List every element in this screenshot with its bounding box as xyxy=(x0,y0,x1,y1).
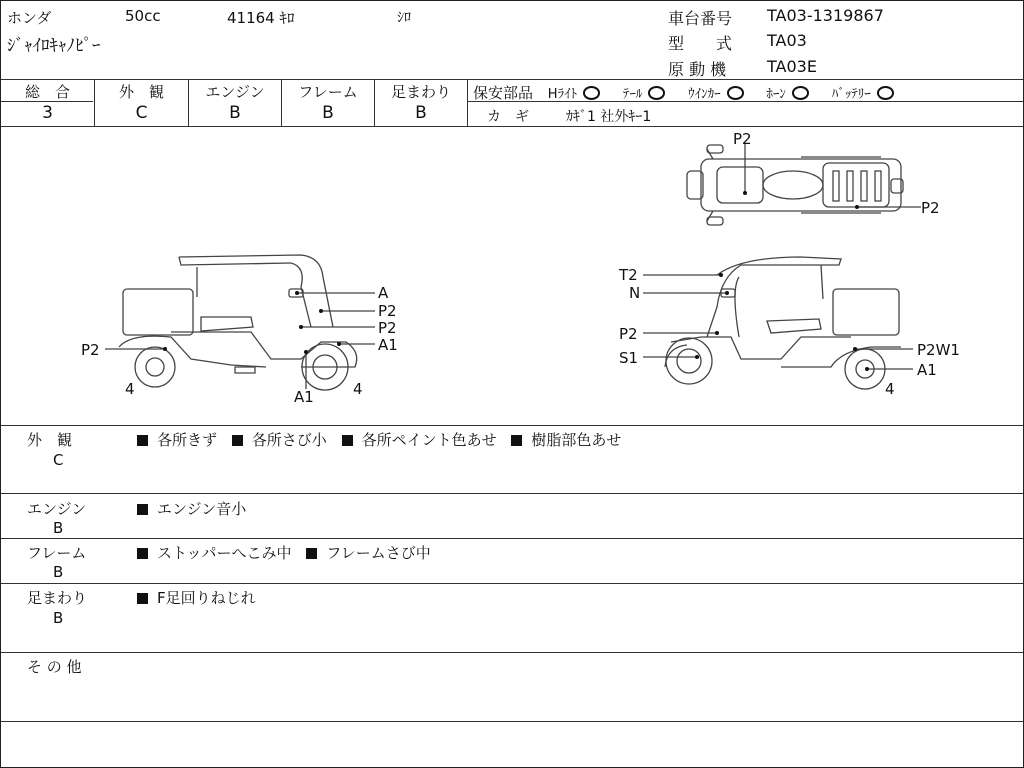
horn-label: ﾎｰﾝ xyxy=(766,87,786,102)
grade-exterior-label: 外 観 xyxy=(118,83,164,101)
right-label-p2w1: P2W1 xyxy=(917,341,960,359)
mileage: 41164 ｷﾛ xyxy=(227,9,295,27)
key-label: カ ギ xyxy=(487,109,529,125)
remark-item: 各所きず xyxy=(137,429,217,450)
divider xyxy=(1,583,1023,584)
left-label-4-rear: 4 xyxy=(125,380,135,398)
divider xyxy=(1,79,1023,80)
remark-exterior-title: 外 観 xyxy=(27,431,73,449)
safety-label: 保安部品 xyxy=(473,84,534,102)
divider xyxy=(1,493,1023,494)
divider xyxy=(1,538,1023,539)
remark-engine-items xyxy=(137,498,256,519)
type-label: 型 式 xyxy=(668,34,733,53)
divider xyxy=(1,721,1023,722)
displacement: 50cc xyxy=(125,7,161,25)
top-label-p2-right: P2 xyxy=(921,199,940,217)
remark-item: ストッパーへこみ中 xyxy=(137,542,292,563)
grade-exterior-value: C xyxy=(135,103,148,123)
remark-frame-items xyxy=(137,542,441,563)
damage-diagram xyxy=(1,127,1023,425)
taillight-label: ﾃｰﾙ xyxy=(622,87,643,102)
remark-item: エンジン音小 xyxy=(137,498,246,519)
chassis-label: 車台番号 xyxy=(668,9,733,28)
battery-label: ﾊﾞｯﾃﾘｰ xyxy=(831,87,871,102)
right-label-n: N xyxy=(629,284,641,302)
grade-suspension-value: B xyxy=(415,103,427,123)
remark-suspension-title: 足まわり xyxy=(27,589,88,607)
right-label-s1: S1 xyxy=(619,349,639,367)
headlight-ok-mark xyxy=(583,86,600,100)
grade-suspension-label: 足まわり xyxy=(390,83,451,101)
remark-engine-title: エンジン xyxy=(27,500,87,518)
remark-suspension-items xyxy=(137,587,266,608)
engine-value: TA03E xyxy=(767,57,817,76)
right-label-4: 4 xyxy=(885,380,895,398)
engine-label: 原 動 機 xyxy=(668,60,727,79)
remark-item: 樹脂部色あせ xyxy=(511,429,621,450)
remark-frame-title: フレーム xyxy=(27,544,87,562)
remark-item: 各所さび小 xyxy=(232,429,327,450)
right-label-t2: T2 xyxy=(619,266,638,284)
divider xyxy=(1,652,1023,653)
grade-overall-value: 3 xyxy=(42,103,53,123)
divider xyxy=(1,425,1023,426)
left-label-a1-bottom: A1 xyxy=(294,388,314,406)
grade-overall-label: 総 合 xyxy=(24,83,70,101)
remark-item: フレームさび中 xyxy=(306,542,430,563)
right-label-a1: A1 xyxy=(917,361,937,379)
color: ｼﾛ xyxy=(397,10,411,26)
remark-item: F足回りねじれ xyxy=(137,587,256,608)
grade-frame-value: B xyxy=(322,103,334,123)
left-view-drawing xyxy=(119,255,357,390)
headlight-label: Hﾗｲﾄ xyxy=(547,87,578,102)
safety-parts-row xyxy=(473,82,894,103)
remark-other-title: そ の 他 xyxy=(27,658,82,676)
maker: ホンダ xyxy=(7,9,52,27)
top-view-drawing xyxy=(687,145,903,225)
taillight-ok-mark xyxy=(648,86,665,100)
type-value: TA03 xyxy=(767,31,807,50)
divider xyxy=(467,79,468,126)
left-label-a: A xyxy=(378,284,389,302)
horn-ok-mark xyxy=(792,86,809,100)
remark-item: 各所ペイント色あせ xyxy=(342,429,497,450)
remark-exterior-grade: C xyxy=(53,451,64,469)
grade-frame-label: フレーム xyxy=(298,83,358,101)
left-label-a1: A1 xyxy=(378,336,398,354)
right-label-p2: P2 xyxy=(619,325,638,343)
grade-engine-value: B xyxy=(229,103,241,123)
remark-exterior-items xyxy=(137,429,631,450)
key-value: ｶｷﾞ1 社外ｷｰ1 xyxy=(566,109,652,125)
winker-label: ｳｲﾝｶｰ xyxy=(688,87,721,102)
left-label-p2-1: P2 xyxy=(378,302,397,320)
chassis-value: TA03-1319867 xyxy=(767,6,884,25)
model-name: ｼﾞｬｲﾛｷｬﾉﾋﾟｰ xyxy=(7,36,101,56)
top-label-p2: P2 xyxy=(733,130,752,148)
winker-ok-mark xyxy=(727,86,744,100)
left-label-4-front: 4 xyxy=(353,380,363,398)
remark-frame-grade: B xyxy=(53,563,64,581)
grade-engine-label: エンジン xyxy=(205,83,265,101)
remark-suspension-grade: B xyxy=(53,609,64,627)
left-label-p2-3: P2 xyxy=(81,341,100,359)
left-label-p2-2: P2 xyxy=(378,319,397,337)
remark-engine-grade: B xyxy=(53,519,64,537)
battery-ok-mark xyxy=(877,86,894,100)
